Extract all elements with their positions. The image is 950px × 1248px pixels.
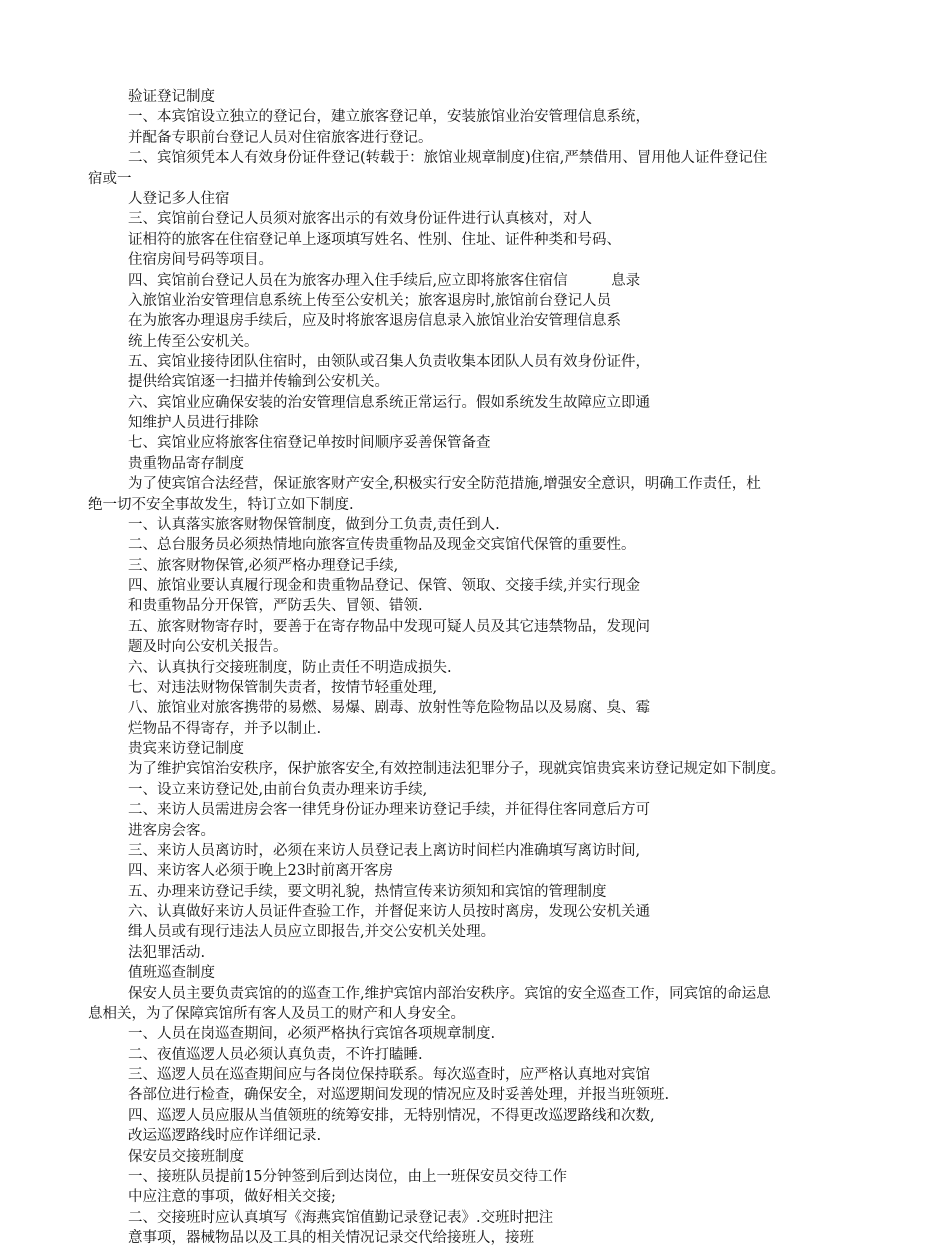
text-line: 一、认真落实旅客财物保管制度，做到分工负责,责任到人. xyxy=(128,517,500,533)
section-heading-security-shift-handover: 保安员交接班制度 xyxy=(128,1149,244,1165)
text-line: 三、宾馆前台登记人员须对旅客出示的有效身份证件进行认真核对，对人 xyxy=(128,211,592,227)
text-line: 六、宾馆业应确保安装的治安管理信息系统正常运行。假如系统发生故障应立即通 xyxy=(128,395,650,411)
text-line: 四、旅馆业要认真履行现金和贵重物品登记、保管、领取、交接手续,并实行现金 xyxy=(128,578,641,594)
text-line: 五、办理来访登记手续，要文明礼貌，热情宣传来访须知和宾馆的管理制度 xyxy=(128,884,607,900)
text-line: 提供给宾馆逐一扫描并传输到公安机关。 xyxy=(128,374,389,390)
text-line: 法犯罪活动. xyxy=(128,945,206,961)
text-line: 七、宾馆业应将旅客住宿登记单按时间顺序妥善保管备查 xyxy=(128,435,491,451)
text-line: 宿或一 xyxy=(88,171,132,187)
text-line: 意事项，器械物品以及工具的相关情况记录交代给接班人，接班 xyxy=(128,1230,534,1246)
text-line: 并配备专职前台登记人员对住宿旅客进行登记。 xyxy=(128,130,433,146)
text-line: 七、对违法财物保管制失责者，按情节轻重处理, xyxy=(128,680,438,696)
text-line: 为了维护宾馆治安秩序，保护旅客安全,有效控制违法犯罪分子，现就宾馆贵宾来访登记规定如下制度。 xyxy=(128,761,786,777)
text-line: 三、巡逻人员在巡查期间应与各岗位保持联系。每次巡查时，应严格认真地对宾馆 xyxy=(128,1067,650,1083)
text-line: 二、夜值巡逻人员必须认真负责，不许打瞌睡. xyxy=(128,1047,423,1063)
text-line: 题及时向公安机关报告。 xyxy=(128,639,288,655)
text-line: 三、旅客财物保管,必须严格办理登记手续, xyxy=(128,558,399,574)
text-line: 三、来访人员离访时，必须在来访人员登记表上离访时间栏内准确填写离访时间, xyxy=(128,843,641,859)
text-line: 入旅馆业治安管理信息系统上传至公安机关；旅客退房时,旅馆前台登记人员 xyxy=(128,293,612,309)
text-line: 二、来访人员需进房会客一律凭身份证办理来访登记手续，并征得住客同意后方可 xyxy=(128,802,650,818)
text-line: 缉人员或有现行违法人员应立即报告,并交公安机关处理。 xyxy=(128,924,496,940)
text-line: 统上传至公安机关。 xyxy=(128,334,259,350)
section-heading-duty-patrol: 值班巡查制度 xyxy=(128,965,215,981)
text-line: 六、认真做好来访人员证件查验工作，并督促来访人员按时离房，发现公安机关通 xyxy=(128,904,650,920)
text-line: 各部位进行检查，确保安全，对巡逻期间发现的情况应及时妥善处理，并报当班领班. xyxy=(128,1087,670,1103)
text-line: 息相关，为了保障宾馆所有客人及员工的财产和人身安全。 xyxy=(88,1006,465,1022)
section-heading-identity-registration: 验证登记制度 xyxy=(128,89,215,105)
text-line: 二、交接班时应认真填写《海燕宾馆值勤记录登记表》.交班时把注 xyxy=(128,1210,554,1226)
section-heading-valuables-storage: 贵重物品寄存制度 xyxy=(128,456,244,472)
text-line: 改运巡逻路线时应作详细记录. xyxy=(128,1128,322,1144)
text-line: 二、总台服务员必须热情地向旅客宣传贵重物品及现金交宾馆代保管的重要性。 xyxy=(128,537,636,553)
text-line: 一、设立来访登记处,由前台负责办理来访手续, xyxy=(128,782,428,798)
text-line: 和贵重物品分开保管，严防丢失、冒领、错领. xyxy=(128,598,423,614)
text-line: 绝一切不安全事故发生，特订立如下制度. xyxy=(88,497,354,513)
text-line: 五、宾馆业接待团队住宿时，由领队或召集人负责收集本团队人员有效身份证件， xyxy=(128,354,650,370)
text-line: 四、巡逻人员应服从当值领班的统筹安排，无特别情况，不得更改巡逻路线和次数, xyxy=(128,1108,655,1124)
section-heading-vip-visitor-registration: 贵宾来访登记制度 xyxy=(128,741,244,757)
text-line: 八、旅馆业对旅客携带的易燃、易爆、剧毒、放射性等危险物品以及易腐、臭、霉 xyxy=(128,700,650,716)
text-line: 二、宾馆须凭本人有效身份证件登记(转载于：旅馆业规章制度)住宿,严禁借用、冒用他人证件登记住 xyxy=(128,150,768,166)
text-line: 在为旅客办理退房手续后，应及时将旅客退房信息录入旅馆业治安管理信息系 xyxy=(128,313,621,329)
text-line: 六、认真执行交接班制度，防止责任不明造成损失. xyxy=(128,660,452,676)
text-line: 住宿房间号码等项目。 xyxy=(128,252,273,268)
text-line: 五、旅客财物寄存时，要善于在寄存物品中发现可疑人员及其它违禁物品，发现问 xyxy=(128,619,650,635)
text-line: 知维护人员进行排除 xyxy=(128,415,259,431)
text-line: 一、人员在岗巡查期间，必须严格执行宾馆各项规章制度. xyxy=(128,1026,496,1042)
text-line: 人登记多人住宿 xyxy=(128,191,230,207)
text-line: 一、本宾馆设立独立的登记台，建立旅客登记单，安装旅馆业治安管理信息系统， xyxy=(128,109,650,125)
text-line: 进客房会客。 xyxy=(128,823,215,839)
text-line: 为了使宾馆合法经营，保证旅客财产安全,积极实行安全防范措施,增强安全意识，明确工作责任，杜 xyxy=(128,476,761,492)
text-line: 烂物品不得寄存，并予以制止. xyxy=(128,721,322,737)
text-line: 四、宾馆前台登记人员在为旅客办理入住手续后,应立即将旅客住宿信 息录 xyxy=(128,273,641,289)
text-line: 保安人员主要负责宾馆的的巡查工作,维护宾馆内部治安秩序。宾馆的安全巡查工作，同宾馆的命运息 xyxy=(128,986,771,1002)
text-line: 四、来访客人必须于晚上23时前离开客房 xyxy=(128,863,393,879)
text-line: 一、接班队员提前15分钟签到后到达岗位，由上一班保安员交待工作 xyxy=(128,1169,567,1185)
text-line: 证相符的旅客在住宿登记单上逐项填写姓名、性别、住址、证件种类和号码、 xyxy=(128,232,621,248)
text-line: 中应注意的事项，做好相关交接; xyxy=(128,1189,336,1205)
